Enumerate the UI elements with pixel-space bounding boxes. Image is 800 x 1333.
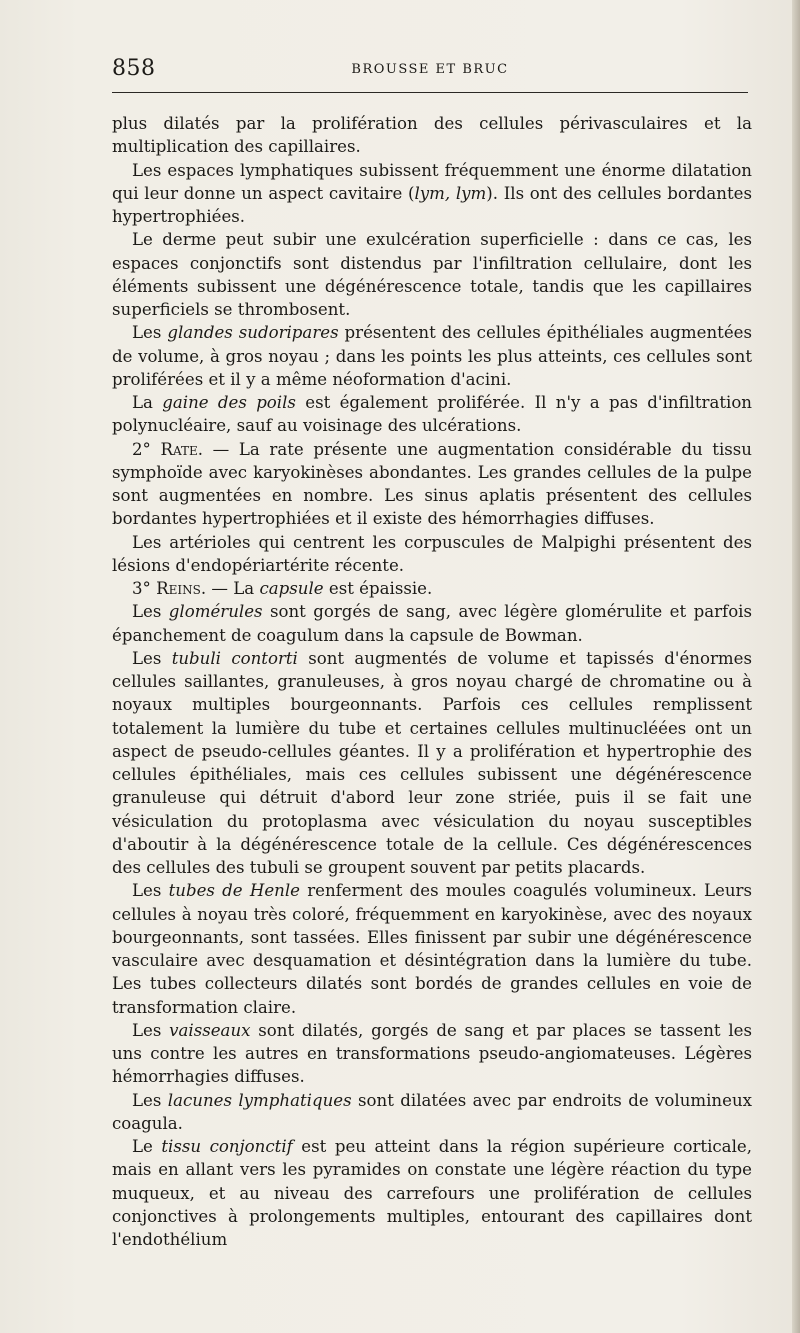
paragraph-12: Les vaisseaux sont dilatés, gorgés de sang et par places se tassent les uns contre les autres en transformations pseudo-angiomateuses. Légères hémorrhagies diffuses.: [112, 1020, 752, 1087]
paragraph-7: Les artérioles qui centrent les corpuscules de Malpighi présentent des lésions d'endopériartérite récente.: [112, 532, 752, 575]
paragraph-5: La gaine des poils est également proliférée. Il n'y a pas d'infiltration polynucléaire, sauf au voisinage des ulcérations.: [112, 393, 752, 436]
paragraph-14: Le tissu conjonctif est peu atteint dans la région supérieure corticale, mais en allant vers les pyramides on constate une légère réaction du type muqueux, et au niveau des carrefours une prolifération de cellules conjonctives à prolongements multiples, entourant des capillaires dont l'endothélium: [112, 1137, 752, 1249]
paragraph-3: Le derme peut subir une exulcération superficielle : dans ce cas, les espaces conjonctifs sont distendus par l'infiltration cellulaire, dont les éléments subissent une dégénérescence totale, tandis que les capillaires superficiels se thrombosent.: [112, 230, 752, 319]
paragraph-1: plus dilatés par la prolifération des cellules périvasculaires et la multiplication des capillaires.: [112, 114, 752, 157]
header-rule: [112, 92, 748, 93]
paragraph-4: Les glandes sudoripares présentent des cellules épithéliales augmentées de volume, à gros noyau ; dans les points les plus atteints, ces cellules sont proliférées et il y a même néoformation d'acini.: [112, 323, 752, 389]
running-head: BROUSSE ET BRUC: [351, 62, 509, 77]
paragraph-2: Les espaces lymphatiques subissent fréquemment une énorme dilatation qui leur donne un aspect cavitaire (lym, lym). Ils ont des cellules bordantes hypertrophiées.: [112, 160, 752, 226]
body-text: [112, 112, 752, 1251]
paragraph-11: Les tubes de Henle renferment des moules coagulés volumineux. Leurs cellules à noyau très coloré, fréquemment en karyokinèse, avec des noyaux bourgeonnants, sont tassées. Elles finissent par subir une dégénérescence vasculaire avec desquamation et désintégration dans la lumière du tube. Les tubes collecteurs dilatés sont bordés de grandes cellules en voie de transformation claire.: [112, 881, 752, 1017]
page-number: 858: [112, 56, 156, 81]
page-header: [112, 56, 748, 86]
paragraph-6: 2° Rate. — La rate présente une augmentation considérable du tissu symphoïde avec karyokinèses abondantes. Les grandes cellules de la pulpe sont augmentées en nombre. Les sinus aplatis présentent des cellules bordantes hypertrophiées et il existe des hémorrhagies diffuses.: [112, 439, 752, 529]
paragraph-9: Les glomérules sont gorgés de sang, avec légère glomérulite et parfois épanchement de coagulum dans la capsule de Bowman.: [112, 602, 753, 645]
page-edge: [792, 0, 800, 1333]
paragraph-8: 3° Reins. — La capsule est épaissie.: [132, 579, 433, 598]
paragraph-13: Les lacunes lymphatiques sont dilatées avec par endroits de volumineux coagula.: [112, 1090, 752, 1133]
paragraph-10: Les tubuli contorti sont augmentés de volume et tapissés d'énormes cellules saillantes, granuleuses, à gros noyau chargé de chromatine ou à noyaux multiples bourgeonnants. Parfois ces cellules remplissent totalement la lumière du tube et certaines cellules multinucléées ont un aspect de pseudo-cellules géantes. Il y a prolifération et hypertrophie des cellules épithéliales, mais ces cellules subissent une dégénérescence granuleuse qui détruit d'abord leur zone striée, puis il se fait une vésiculation du protoplasma avec vésiculation du noyau susceptibles d'aboutir à la dégénérescence totale de la cellule. Ces dégénérescences des cellules des tubuli se groupent souvent par petits placards.: [112, 648, 752, 877]
